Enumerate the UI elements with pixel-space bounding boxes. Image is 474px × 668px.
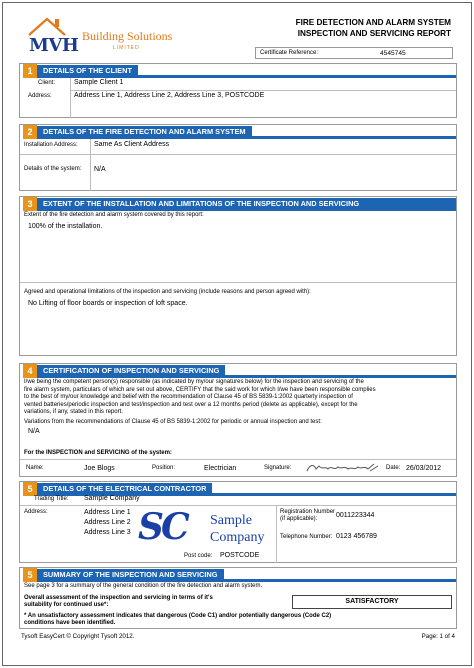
logo-limited-text: LIMITED	[113, 45, 140, 51]
overall-assessment-label-1: Overall assessment of the inspection and servicing in terms of it's	[24, 595, 213, 601]
position-value: Electrician	[204, 465, 237, 472]
section-rule	[37, 579, 456, 582]
section-header	[20, 64, 456, 78]
limitations-label: Agreed and operational limitations of the inspection and servicing (include reasons and person agreed with):	[24, 289, 311, 295]
contractor-address-line-1: Address Line 1	[84, 509, 131, 516]
extent-value: 100% of the installation.	[28, 223, 103, 230]
divider	[20, 154, 456, 155]
cert-text-line: variations, if any, stated in this report.	[24, 409, 123, 416]
document-title	[221, 17, 451, 39]
report-page	[2, 2, 472, 666]
divider	[20, 459, 456, 460]
logo-mvh-text: MVH	[29, 35, 79, 56]
signature-image	[304, 461, 384, 475]
certification-text	[24, 379, 456, 417]
contractor-logo	[136, 506, 276, 552]
footer-copyright: Tysoft EasyCert © Copyright Tysoft 2012.	[21, 633, 135, 640]
signature-label: Signature:	[264, 465, 292, 471]
section-header	[20, 197, 456, 211]
section-rule	[37, 136, 456, 139]
variations-label: Variations from the recommendations of Clause 45 of BS 5839-1:2002 for periodic or annual inspection and test:	[24, 419, 322, 425]
company-logo	[23, 15, 173, 59]
section-number: 3	[23, 197, 37, 211]
section-extent-limitations	[19, 196, 457, 356]
logo-company-text: Building Solutions	[82, 29, 173, 43]
footer-page-number: Page: 1 of 4	[421, 633, 455, 640]
cert-text-line: I/we being the competent person(s) responsible (as indicated by my/our signatures below) for the inspection and servicing of the	[24, 379, 364, 385]
divider	[70, 78, 71, 118]
inspection-for-label: For the INSPECTION and SERVICING of the system:	[24, 450, 172, 456]
section-title: DETAILS OF THE CLIENT	[37, 65, 138, 76]
unsatisfactory-note-2: conditions have been identified.	[24, 620, 116, 626]
certificate-reference	[255, 47, 453, 59]
contractor-address-line-3: Address Line 3	[84, 529, 131, 536]
overall-assessment-value: SATISFACTORY	[292, 595, 452, 609]
date-label: Date:	[386, 465, 401, 471]
section-certification	[19, 363, 457, 477]
divider	[70, 90, 456, 91]
registration-value: 0011223344	[336, 512, 375, 519]
section-header	[20, 568, 456, 582]
name-label: Name:	[26, 465, 44, 471]
registration-label-2: (if applicable):	[280, 516, 318, 522]
section-rule	[37, 208, 456, 211]
name-value: Joe Blogs	[84, 465, 115, 472]
date-value: 26/03/2012	[406, 465, 442, 472]
title-line-2: INSPECTION AND SERVICING REPORT	[297, 29, 451, 38]
section-summary	[19, 567, 457, 629]
section-number: 1	[23, 64, 37, 78]
postcode-value: POSTCODE	[220, 552, 260, 559]
section-header	[20, 364, 456, 378]
system-details-value: N/A	[94, 166, 106, 173]
cert-text-line: vented batteries/periodic inspection and test/inspection and test over a 12 months period (delete as applicable), except for the	[24, 401, 358, 408]
system-details-label: Details of the system:	[24, 166, 82, 172]
cert-text-line: to the best of my/our knowledge and belief with the recommendation of Clause 45 of BS 5839-1:2002 quarterly inspection of	[24, 394, 353, 401]
section-rule	[37, 75, 456, 78]
section-fire-system	[19, 124, 457, 191]
installation-address-value: Same As Client Address	[94, 141, 170, 148]
installation-address-label: Installation Address:	[24, 142, 78, 148]
section-title: CERTIFICATION OF INSPECTION AND SERVICING	[37, 365, 225, 376]
extent-label: Extent of the fire detection and alarm system covered by this report:	[24, 212, 204, 218]
contractor-address-label: Address:	[24, 509, 48, 515]
contractor-logo-sc: SC	[138, 506, 187, 548]
section-header	[20, 482, 456, 496]
position-label: Position:	[152, 465, 176, 471]
section-number: 5	[23, 568, 37, 582]
cert-text-line: fire alarm system, particulars of which are set out above, CERTIFY that the said work for which I/we have been responsible complies	[24, 386, 376, 393]
section-title: DETAILS OF THE ELECTRICAL CONTRACTOR	[37, 483, 212, 494]
registration-label-1: Registration Number	[280, 509, 336, 515]
title-line-1: FIRE DETECTION AND ALARM SYSTEM	[295, 18, 451, 27]
contractor-logo-sample: Sample	[210, 513, 252, 528]
section-header	[20, 125, 456, 139]
section-title: EXTENT OF THE INSTALLATION AND LIMITATIONS OF THE INSPECTION AND SERVICING	[37, 198, 456, 209]
section-client	[19, 63, 457, 118]
client-label: Client:	[38, 80, 56, 86]
unsatisfactory-note-1: * An unsatisfactory assessment indicates that dangerous (Code C1) and/or potentially dangerous (Code C2)	[24, 613, 332, 619]
postcode-label: Post code:	[184, 553, 213, 559]
divider	[20, 282, 456, 283]
address-value: Address Line 1, Address Line 2, Address Line 3, POSTCODE	[74, 92, 265, 99]
section-number: 2	[23, 125, 37, 139]
section-title: SUMMARY OF THE INSPECTION AND SERVICING	[37, 569, 224, 580]
section-title: DETAILS OF THE FIRE DETECTION AND ALARM SYSTEM	[37, 126, 252, 137]
trading-title-label: Trading Title:	[34, 496, 69, 502]
limitations-value: No Lifting of floor boards or inspection of loft space.	[28, 300, 188, 307]
section-number: 5	[23, 482, 37, 496]
trading-title-value: Sample Company	[84, 495, 140, 502]
section-rule	[37, 375, 456, 378]
divider	[90, 139, 91, 191]
divider	[276, 505, 277, 563]
telephone-value: 0123 456789	[336, 533, 377, 540]
telephone-label: Telephone Number:	[280, 534, 333, 540]
summary-see-text: See page 3 for a summary of the general condition of the fire detection and alarm system.	[24, 583, 263, 589]
variations-value: N/A	[28, 428, 40, 435]
contractor-logo-company: Company	[210, 530, 265, 545]
divider	[20, 505, 456, 506]
section-number: 4	[23, 364, 37, 378]
overall-assessment-label-2: suitability for continued use*:	[24, 602, 109, 608]
section-contractor	[19, 481, 457, 563]
contractor-address-line-2: Address Line 2	[84, 519, 131, 526]
client-value: Sample Client 1	[74, 79, 124, 86]
address-label: Address:	[28, 93, 52, 99]
cert-ref-label: Certificate Reference:	[260, 50, 319, 56]
cert-ref-value: 4545745	[380, 50, 406, 57]
